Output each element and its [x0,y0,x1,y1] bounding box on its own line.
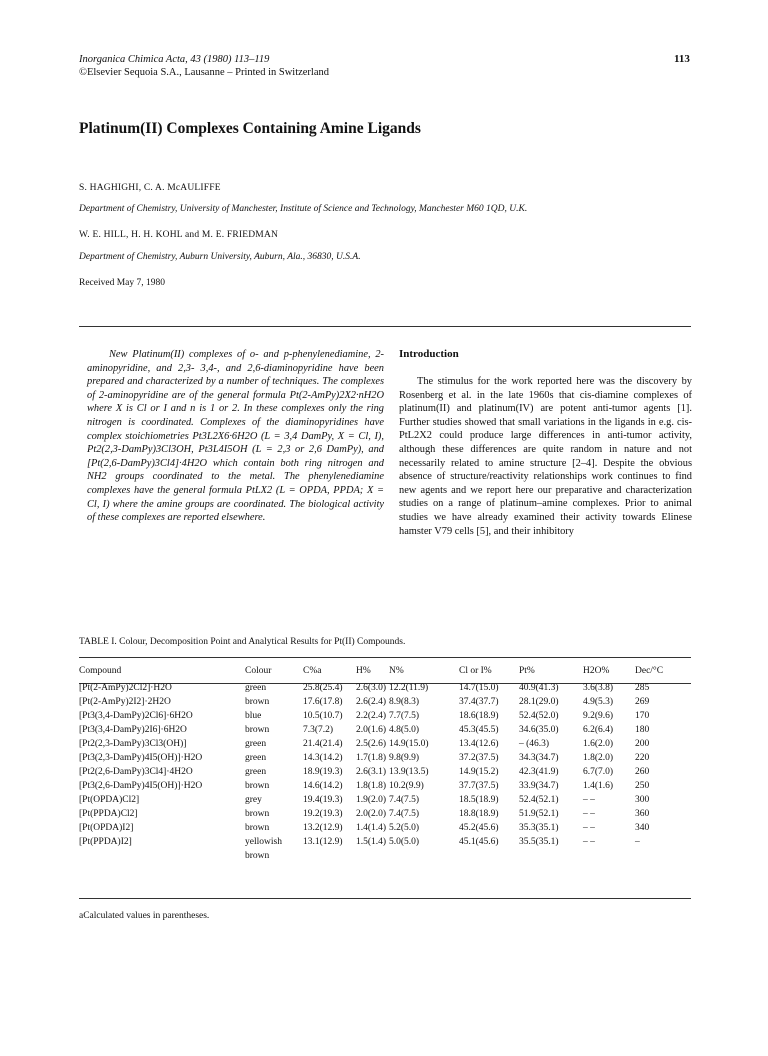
table-cell: 52.4(52.1) [519,795,559,805]
table-cell: 35.3(35.1) [519,823,559,833]
table-cell: 220 [635,753,650,763]
table-cell: 13.4(12.6) [459,739,499,749]
table-cell: 7.4(7.5) [389,809,420,819]
table-cell: 4.9(5.3) [583,697,614,707]
table-cell: green [245,767,267,777]
table-cell: 14.6(14.2) [303,781,343,791]
table-cell: 34.3(34.7) [519,753,559,763]
table-cell: 269 [635,697,650,707]
table-cell: brown [245,851,270,861]
table-cell [389,851,459,865]
table-cell: 200 [635,739,650,749]
table-cell: 34.6(35.0) [519,725,559,735]
table-cell: 37.4(37.7) [459,697,499,707]
table-row [79,837,691,851]
header-decomposition: Dec/°C [635,666,664,676]
table-cell: 6.2(6.4) [583,725,614,735]
table-cell: 250 [635,781,650,791]
table-cell: 3.6(3.8) [583,683,614,693]
table-cell: [Pt3(3,4-DamPy)2Cl6]·6H2O [79,711,193,721]
table-cell: [Pt(2-AmPy)2I2]·2H2O [79,697,171,707]
table-cell: – – [583,795,595,805]
journal-line-2: ©Elsevier Sequoia S.A., Lausanne – Printed in Switzerland [79,67,330,78]
table-cell: grey [245,795,262,805]
table-bottom-rule [79,898,691,899]
table-row [79,823,691,837]
table-cell: 2.6(3.0) [356,683,387,693]
table-cell: 45.1(45.6) [459,837,499,847]
table-cell: [Pt2(2,3-DamPy)3Cl3(OH)] [79,739,187,749]
table-cell: 18.5(18.9) [459,795,499,805]
table-cell: 2.0(2.0) [356,809,387,819]
table-cell: brown [245,823,270,833]
table-row [79,851,691,865]
table-cell: 13.1(12.9) [303,837,343,847]
table-cell [356,851,389,865]
table-cell: 42.3(41.9) [519,767,559,777]
table-cell: 18.6(18.9) [459,711,499,721]
header-pt-percent: Pt% [519,666,535,676]
table-row [79,725,691,739]
header-h-percent: H% [356,666,371,676]
table-cell: 18.9(19.3) [303,767,343,777]
table-cell [79,851,245,865]
table-cell: 340 [635,823,650,833]
table-row [79,753,691,767]
table-cell: 19.2(19.3) [303,809,343,819]
table-cell: 7.3(7.2) [303,725,334,735]
table-cell: 8.9(8.3) [389,697,420,707]
introduction-heading: Introduction [399,348,459,360]
table-cell [303,851,356,865]
table-cell: blue [245,711,262,721]
journal-line-1: Inorganica Chimica Acta, 43 (1980) 113–119 [79,54,270,65]
table-cell: [Pt(OPDA)I2] [79,823,134,833]
table-cell: 170 [635,711,650,721]
table-cell: 51.9(52.1) [519,809,559,819]
table-cell: 13.2(12.9) [303,823,343,833]
table-header-row [79,664,691,683]
table-cell: 7.7(7.5) [389,711,420,721]
authors-group-1: S. HAGHIGHI, C. A. McAULIFFE [79,183,221,193]
table-cell: – – [583,837,595,847]
table-cell: 1.8(1.8) [356,781,387,791]
table-cell: 5.2(5.0) [389,823,420,833]
table-cell: 2.0(1.6) [356,725,387,735]
table-cell: [Pt2(2,6-DamPy)3Cl4]·4H2O [79,767,193,777]
table-cell: [Pt(OPDA)Cl2] [79,795,140,805]
table-cell: – – [583,823,595,833]
table-cell [583,851,635,865]
table-row [79,809,691,823]
table-cell: green [245,683,267,693]
table-cell: 17.6(17.8) [303,697,343,707]
table-cell: 25.8(25.4) [303,683,343,693]
table-cell: 10.2(9.9) [389,781,424,791]
authors-group-2: W. E. HILL, H. H. KOHL and M. E. FRIEDMAN [79,230,279,240]
table-cell: 300 [635,795,650,805]
header-colour: Colour [245,666,272,676]
table-caption: TABLE I. Colour, Decomposition Point and Analytical Results for Pt(II) Compounds. [79,637,406,647]
table-cell: 40.9(41.3) [519,683,559,693]
header-n-percent: N% [389,666,404,676]
table-cell: 14.9(15.2) [459,767,499,777]
table-cell: 360 [635,809,650,819]
table-row [79,711,691,725]
table-cell: 1.4(1.4) [356,823,387,833]
table-cell: 1.7(1.8) [356,753,387,763]
table-cell: 2.6(3.1) [356,767,387,777]
table-cell: 5.0(5.0) [389,837,420,847]
header-compound: Compound [79,666,122,676]
table-cell: 7.4(7.5) [389,795,420,805]
received-date: Received May 7, 1980 [79,278,166,288]
table-cell: 2.6(2.4) [356,697,387,707]
table-cell [635,851,691,865]
table-cell: 28.1(29.0) [519,697,559,707]
table-cell: – – [583,809,595,819]
table-cell: 1.5(1.4) [356,837,387,847]
table-cell: – [635,837,640,847]
table-cell: 2.2(2.4) [356,711,387,721]
table-cell: [Pt(2-AmPy)2Cl2]·H2O [79,683,172,693]
table-cell [459,851,519,865]
table-cell: 45.3(45.5) [459,725,499,735]
table-cell: 6.7(7.0) [583,767,614,777]
table-row [79,683,691,697]
header-halide-percent: Cl or I% [459,666,492,676]
table-cell: 19.4(19.3) [303,795,343,805]
table-cell: 14.9(15.0) [389,739,429,749]
table-cell [519,851,583,865]
header-c-percent: C%a [303,666,322,676]
table-footnote: aCalculated values in parentheses. [79,911,210,921]
table-cell: 1.6(2.0) [583,739,614,749]
paper-title: Platinum(II) Complexes Containing Amine Ligands [79,120,421,137]
table-cell: brown [245,725,270,735]
table-cell: 21.4(21.4) [303,739,343,749]
table-cell: 12.2(11.9) [389,683,429,693]
table-cell: 1.8(2.0) [583,753,614,763]
affiliation-2: Department of Chemistry, Auburn University, Auburn, Ala., 36830, U.S.A. [79,252,361,262]
table-cell: green [245,753,267,763]
table-cell: 9.8(9.9) [389,753,420,763]
affiliation-1: Department of Chemistry, University of Manchester, Institute of Science and Technology, Manchester M60 1QD, U.K. [79,204,528,214]
header-rule [79,326,691,327]
table-cell: 1.9(2.0) [356,795,387,805]
page-number: 113 [674,53,690,65]
table-cell: 14.7(15.0) [459,683,499,693]
table-cell: 33.9(34.7) [519,781,559,791]
table-row [79,739,691,753]
table-cell: 1.4(1.6) [583,781,614,791]
table-cell: 4.8(5.0) [389,725,420,735]
table-cell: 260 [635,767,650,777]
table-cell: 52.4(52.0) [519,711,559,721]
table-row [79,697,691,711]
table-cell: [Pt3(2,6-DamPy)4I5(OH)]·H2O [79,781,203,791]
abstract: New Platinum(II) complexes of o- and p-phenylenediamine, 2-aminopyridine, and 2,3- 3,4-, and 2,6-diaminopyridine have been prepared and characterized by a number of techniques. The complexes of 2-aminopyridine are of the general formula Pt(2-AmPy)2X2·nH2O where X is Cl or I and n is 1 or 2. In these complexes only the ring nitrogen is coordinated. Complexes of the diaminopyridines have complex stoichiometries Pt3L2X6·6H2O (L = 3,4 DamPy, X = Cl, I), Pt2(2,3-DamPy)3Cl3OH, Pt3L4I5OH (L = 2,3 or 2,6 DamPy), and [Pt(2,6-DamPy)3Cl4]·4H2O which contain both ring nitrogen and NH2 groups coordinated to the metal. The phenylenediamine complexes have the general formula PtLX2 (L = OPDA, PPDA; X = Cl, I) where the amine groups are coordinated. The biological activity of these complexes are reported elsewhere. [87,349,384,524]
table-cell: 35.5(35.1) [519,837,559,847]
table-cell: 10.5(10.7) [303,711,343,721]
table-cell: [Pt3(3,4-DamPy)2I6]·6H2O [79,725,187,735]
table-cell: [Pt(PPDA)I2] [79,837,132,847]
table-cell: 180 [635,725,650,735]
table-cell: 37.7(37.5) [459,781,499,791]
table-cell: yellowish [245,837,282,847]
table-cell: brown [245,697,270,707]
table-cell: 37.2(37.5) [459,753,499,763]
table-row [79,795,691,809]
table-row [79,767,691,781]
header-water-percent: H2O% [583,666,610,676]
table-cell: brown [245,781,270,791]
table-cell: green [245,739,267,749]
table-cell: 14.3(14.2) [303,753,343,763]
table-top-rule [79,657,691,658]
introduction-text: The stimulus for the work reported here was the discovery by Rosenberg et al. in the late 1960s that cis-diamine complexes of platinum(II) and platinum(IV) are potent anti-tumor agents [1]. Further studies showed that small variations in the ligands in e.g. cis-PtL2X2 could produce large differences in anti-tumor activity, although these differences are quite random in nature and not necessarily related to amine structure [2–4]. Despite the obvious absence of structure/reactivity relationships work continues to find new agents and we report here our preparative and characterization studies on a range of platinum–amine complexes. Prior to animal studies we have already examined their activity towards Elinese hamster V79 cells [5], and their inhibitory [399,376,692,537]
journal-citation [79,53,329,79]
table-cell: [Pt(PPDA)Cl2] [79,809,138,819]
table-cell: brown [245,809,270,819]
table-cell: 13.9(13.5) [389,767,429,777]
table-cell: – (46.3) [519,739,550,749]
table-cell: 2.5(2.6) [356,739,387,749]
table-cell: 18.8(18.9) [459,809,499,819]
table-cell: 9.2(9.6) [583,711,614,721]
table-cell: 45.2(45.6) [459,823,499,833]
table-row [79,781,691,795]
table-cell: [Pt3(2,3-DamPy)4I5(OH)]·H2O [79,753,203,763]
analytical-results-table [79,664,691,865]
table-cell: 285 [635,683,650,693]
